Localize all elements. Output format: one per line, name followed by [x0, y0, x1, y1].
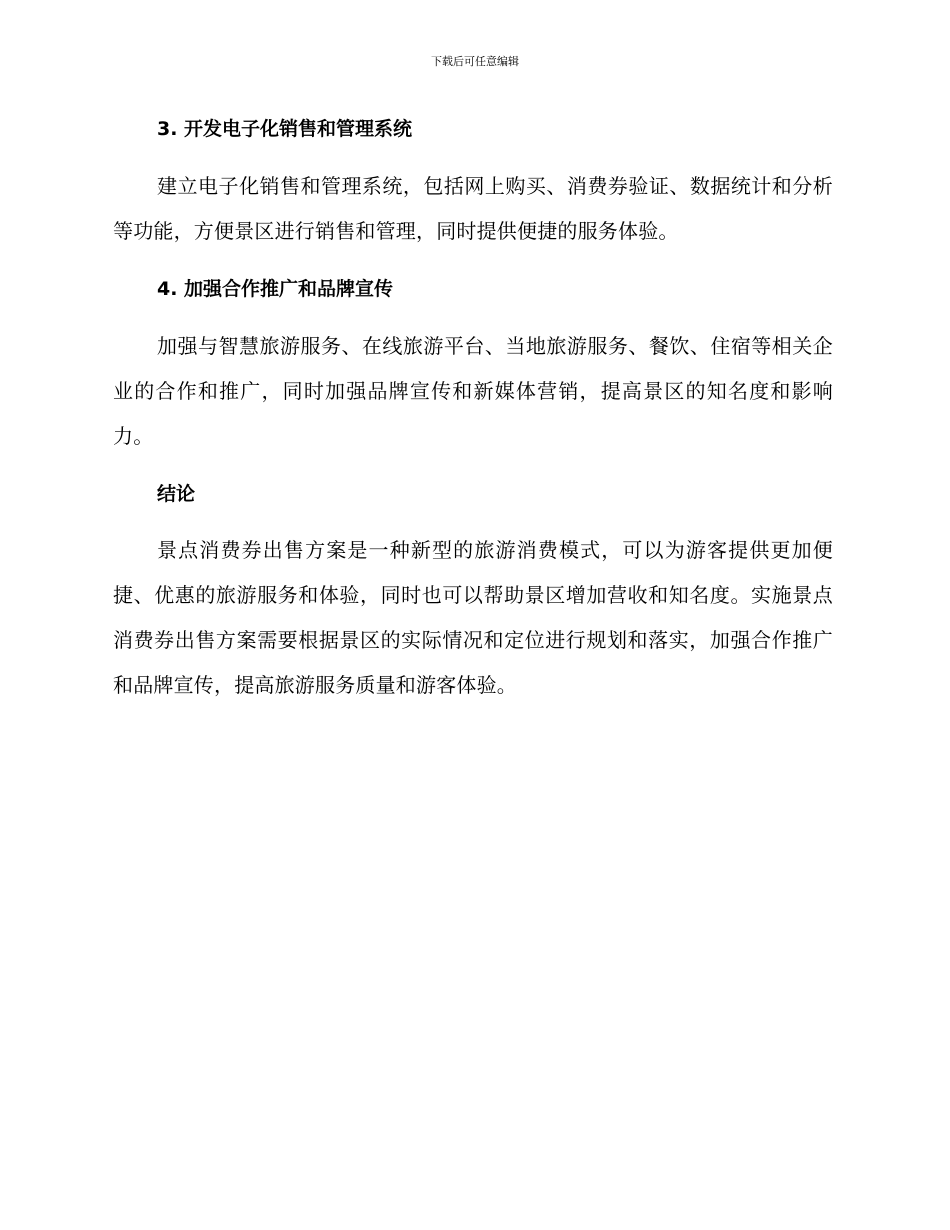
- section-paragraph-3: 建立电子化销售和管理系统，包括网上购买、消费券验证、数据统计和分析等功能，方便景区进行销售和管理，同时提供便捷的服务体验。: [113, 174, 833, 243]
- page-header: 下载后可任意编辑: [431, 55, 519, 68]
- conclusion-heading: 结论: [157, 483, 196, 505]
- conclusion-paragraph: 景点消费券出售方案是一种新型的旅游消费模式，可以为游客提供更加便捷、优惠的旅游服务和体验，同时也可以帮助景区增加营收和知名度。实施景点消费券出售方案需要根据景区的实际情况和定位进行规划和落实，加强合作推广和品牌宣传，提高旅游服务质量和游客体验。: [113, 538, 833, 697]
- section-heading-4: 4. 加强合作推广和品牌宣传: [157, 278, 394, 300]
- section-heading-3: 3. 开发电子化销售和管理系统: [157, 118, 413, 140]
- section-paragraph-4: 加强与智慧旅游服务、在线旅游平台、当地旅游服务、餐饮、住宿等相关企业的合作和推广，同时加强品牌宣传和新媒体营销，提高景区的知名度和影响力。: [113, 334, 833, 448]
